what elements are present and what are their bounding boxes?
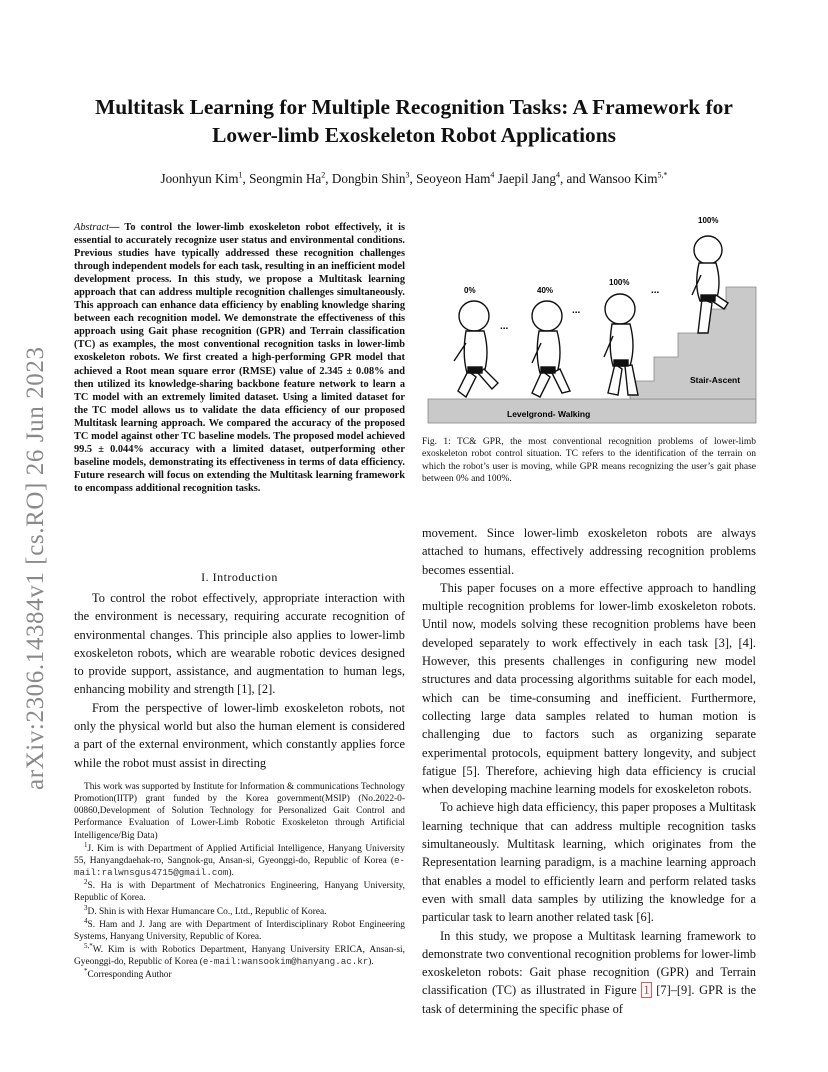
author-affiliation-mark: 4 [555,170,560,180]
caption-text: TC& GPR, the most conventional recognition problems of lower-limb exoskeleton robot control situation. TC refers to the identification of the terrain on which the robot’s user is moving, while GPR means recognizing the user’s gait phase between 0% and 100%. [422,437,757,484]
abstract-label: Abstract [74,222,110,233]
ellipsis: ... [572,305,581,316]
affiliation-note: $^4$S. Ham and J. Jang are with Department of Interdisciplinary Robot Engineering Systems, Hanyang University, Republic of Korea. [74,916,405,942]
level-ground [428,399,756,423]
gait-label-40: 40% [537,286,554,295]
funding-note: This work was supported by Institute for Information & communications Technology Promotion(IITP) grant funded by the Korea government(MSIP) (No.2022-0-00860,Development of Solution Technology for Personalized Gait Control and Performance Evaluation of Lower-Limb Robotic Exoskeleton through Artificial Intelligence/Big Data) [74,782,405,841]
author-affiliation-mark: 3 [405,170,410,180]
paragraph: To achieve high data efficiency, this paper proposes a Multitask learning technique that can address multiple recognition tasks simultaneously. Multitask learning, which originates from the Representation learning paradigm, is a machine learning approach that enables a model to efficiently learn and perform related tasks even with small data samples by utilizing the knowledge for a particular task to learn another related task [6]. [422,800,756,925]
abstract [74,221,405,495]
gait-label-100-stairs: 100% [698,216,719,225]
author-list [60,171,768,187]
affiliation-note: $^2$S. Ha is with Department of Mechatronics Engineering, Hanyang University, Republic of Korea. [74,878,405,904]
author-name: Joonhyun Kim [160,171,239,186]
footnotes [74,781,405,983]
figure-caption [422,436,756,485]
paragraph: In this study, we propose a Multitask learning framework to demonstrate two conventional recognition problems for lower-limb exoskeleton robots: Gait phase recognition (GPR) and Terrain classification (TC) as illustrated in Figure 1 [7]–[9]. GPR is the task of determining the specific phase of [422,928,756,1016]
affiliation-note: $^1$J. Kim is with Department of Applied Artificial Intelligence, Hanyang University 55, Hanyangdaehak-ro, Sangnok-gu, Ansan-si, Gyeonggi-do, Republic of Korea (e-mail:ralwnsgus4715@gmail.com). [74,840,405,879]
walker-figure-100 [604,294,638,395]
caption-label: Fig. 1: [422,437,451,447]
paragraph: movement. Since lower-limb exoskeleton robots are always attached to humans, effectively addressing recognition problems becomes essential. [422,526,756,577]
author-affiliation-mark: 4 [490,170,495,180]
paragraph: To control the robot effectively, appropriate interaction with the environment is necessary, requiring accurate recognition of environmental changes. This principle also applies to lower-limb exoskeleton robots, which are wearable robotic devices designed to provide support, assistance, and augmentation to human legs, enhancing mobility and strength [1], [2]. [74,591,405,697]
corresponding-author-note: *Corresponding Author [84,967,172,981]
email-link[interactable]: e-mail:ralwnsgus4715@gmail.com [74,854,405,879]
author-affiliation-mark: 5,* [657,170,668,180]
affiliation-note: $^3$D. Shin is with Hexar Humancare Co., Ltd., Republic of Korea. [84,903,327,917]
arxiv-identifier: arXiv:2306.14384v1 [cs.RO] 26 Jun 2023 [22,346,49,790]
gait-label-0: 0% [464,286,476,295]
ellipsis: ... [500,321,509,332]
paragraph: This paper focuses on a more effective approach to handling multiple recognition problems for lower-limb exoskeleton robots. Until now, models solving these recognition problems have been developed separately to work effectively in each task [3], [4]. However, this presents challenges in configuring new model structures and data processing algorithms suitable for each model, which can be time-consuming and inefficient. Furthermore, collecting large data samples related to human motion is challenging due to factors such as organizing separate experimental protocols, equipment battery longevity, and subject fatigue [5]. Therefore, achieving high data efficiency is crucial when developing machine learning models for exoskeleton robots. [422,580,756,797]
figure-1 [422,205,760,431]
author-name: , Seoyeon Ham [409,171,491,186]
paper-title [60,93,768,149]
introduction-right-column [422,524,756,1018]
title-line-2: Lower-limb Exoskeleton Robot Applications [212,123,616,147]
ground-label: Levelgrond- Walking [507,409,591,419]
author-name: , and Wansoo Kim [559,171,658,186]
email-link[interactable]: e-mail:wansookim@hanyang.ac.kr [202,956,369,968]
introduction-left-column [74,589,405,772]
title-line-1: Multitask Learning for Multiple Recognition Tasks: A Framework for [95,95,733,119]
author-affiliation-mark: 2 [321,170,326,180]
author-name: , Dongbin Shin [325,171,406,186]
ellipsis: ... [651,285,660,296]
author-name: , Seongmin Ha [242,171,322,186]
abstract-text: — To control the lower-limb exoskeleton robot effectively, it is essential to accurately recognize user status and environmental conditions. Previous studies have typically addressed these recognition challenges through independent models for each task, resulting in an inefficient model development process. In this study, we propose a Multitask learning approach that can address multiple recognition challenges simultaneously. This approach can enhance data efficiency by enabling knowledge sharing between each recognition model. We demonstrate the effectiveness of this approach using Gait phase recognition (GPR) and Terrain classification (TC) as examples, the most conventional recognition tasks in lower-limb exoskeleton robots. We first created a high-performing GPR model that achieved a Root mean square error (RMSE) value of 2.345 ± 0.08% and then utilized its knowledge-sharing backbone feature network to learn a TC model with an extremely limited dataset. Using a limited dataset for the TC model allows us to validate the data efficiency of our proposed Multitask learning approach. We compared the accuracy of the proposed TC model against other TC baseline models. The proposed model achieved 99.5 ± 0.044% accuracy with a limited dataset, outperforming other baseline models, demonstrating its effectiveness in terms of data efficiency. Future research will focus on extending the Multitask learning framework to encompass additional recognition tasks. [74,222,405,494]
walker-figure-40 [532,301,570,397]
stair-label: Stair-Ascent [690,375,741,385]
gait-terrain-illustration [422,205,760,431]
author-affiliation-mark: 1 [238,170,243,180]
walker-figure-0 [454,301,498,397]
author-name: Jaepil Jang [494,171,556,186]
figure-reference-link[interactable]: 1 [643,983,650,998]
paragraph: From the perspective of lower-limb exoskeleton robots, not only the physical world but also the human element is considered a part of the external environment, which constantly applies force while the robot must assist in directing [74,700,405,770]
section-heading-introduction: I. Introduction [201,570,278,584]
gait-label-100: 100% [609,278,630,287]
affiliation-note: $^{5,*}$W. Kim is with Robotics Department, Hanyang University ERICA, Ansan-si, Gyeonggi-do, Republic of Korea (e-mail:wansookim@hanyang.ac.kr). [74,941,405,968]
